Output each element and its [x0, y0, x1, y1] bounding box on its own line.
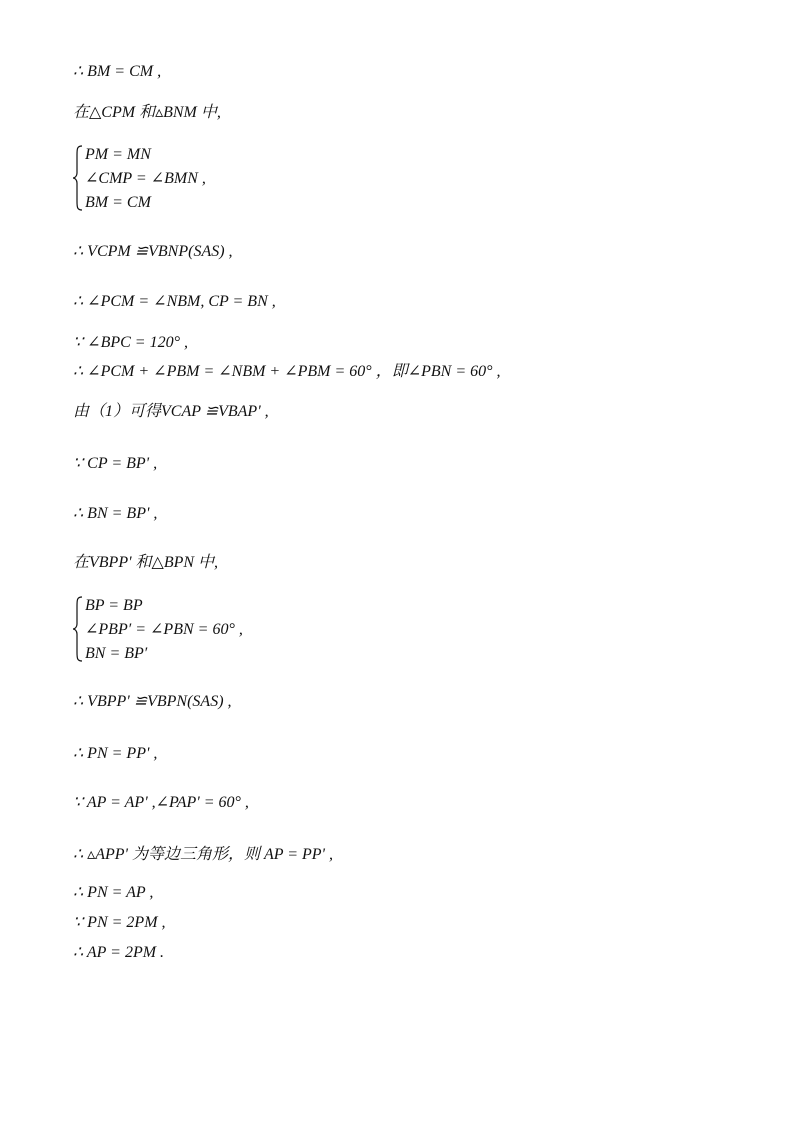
proof-line: 在△CPM 和▵BNM 中,	[73, 104, 221, 121]
proof-line: ∴ BN = BP' ,	[73, 505, 158, 522]
system-row: BP = BP	[85, 597, 143, 614]
proof-line: ∴ AP = 2PM .	[73, 944, 165, 961]
system-row: BN = BP′	[85, 645, 148, 662]
proof-line: ∵ CP = BP' ,	[73, 455, 158, 472]
left-brace-icon	[73, 596, 83, 662]
proof-line: ∵ ∠BPC = 120° ,	[73, 334, 188, 351]
proof-line: ∴ PN = AP ,	[73, 884, 154, 901]
proof-line: ∴ ∠PCM = ∠NBM, CP = BN ,	[73, 293, 276, 310]
proof-line: ∵ AP = AP' ,∠PAP' = 60° ,	[73, 794, 249, 811]
system-row: ∠PBP′ = ∠PBN = 60° ,	[85, 621, 243, 638]
proof-line: ∴ VBPP' ≌VBPN(SAS) ,	[73, 693, 232, 710]
proof-line: ∴ ∠PCM + ∠PBM = ∠NBM + ∠PBM = 60° ，即∠PBN = 60° ,	[73, 363, 501, 380]
proof-line: ∴ PN = PP' ,	[73, 745, 158, 762]
system-row: BM = CM	[85, 194, 151, 211]
proof-line: ∴ BM = CM ,	[73, 63, 162, 80]
proof-line: 在VBPP' 和△BPN 中,	[73, 554, 219, 571]
left-brace-icon	[73, 145, 83, 211]
equation-system	[73, 596, 373, 666]
system-row: ∠CMP = ∠BMN ,	[85, 170, 206, 187]
equation-system	[73, 145, 373, 215]
proof-line: 由（1）可得VCAP ≌VBAP' ,	[73, 403, 269, 420]
proof-line: ∴ ▵APP' 为等边三角形，则 AP = PP' ,	[73, 846, 333, 863]
proof-line: ∵ PN = 2PM ,	[73, 914, 166, 931]
system-row: PM = MN	[85, 146, 151, 163]
proof-line: ∴ VCPM ≌VBNP(SAS) ,	[73, 243, 233, 260]
